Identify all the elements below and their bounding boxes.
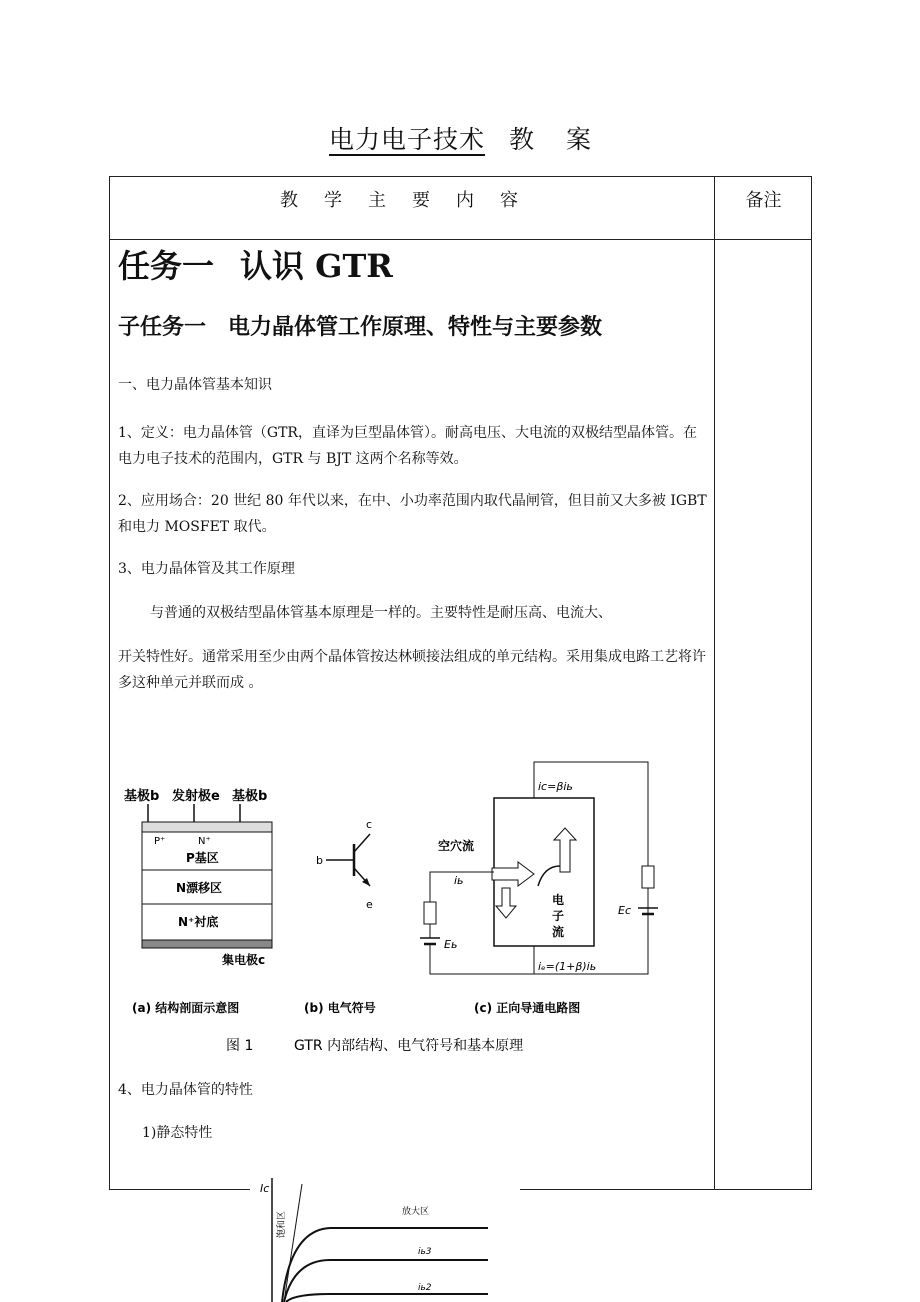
- header-main-content: 教学主要内容: [280, 190, 544, 211]
- electrical-symbol: [316, 818, 373, 911]
- item-characteristics: 4、电力晶体管的特性: [118, 1082, 253, 1098]
- task-heading: [118, 244, 710, 288]
- static-characteristic-graph: [250, 1174, 520, 1302]
- label-p-region: P基区: [186, 851, 219, 865]
- item-definition: 1、定义：电力晶体管（GTR，直译为巨型晶体管）。耐高电压、大电流的双极结型晶体管。在电力电子技术的范围内，GTR 与 BJT 这两个名称等效。: [118, 425, 697, 467]
- label-emitter: 发射极e: [172, 789, 220, 804]
- structure-cross-section: [124, 788, 272, 967]
- course-name: 电力电子技术: [329, 125, 486, 154]
- label-ib2: iь2: [418, 1283, 432, 1293]
- label-n-plus: N⁺: [198, 836, 211, 847]
- page-title: [0, 120, 920, 156]
- label-saturation: 饱和区: [277, 1210, 287, 1238]
- section-heading: 一、电力晶体管基本知识: [118, 377, 272, 393]
- item-static: 1)静态特性: [142, 1125, 213, 1141]
- principle-paragraph-2: 开关特性好。通常采用至少由两个晶体管按达林顿接法组成的单元结构。采用集成电路工艺将许多这种单元并联而成 。: [118, 649, 706, 691]
- lesson-content: [118, 244, 710, 696]
- label-ie: iₑ=(1+β)iь: [538, 960, 597, 973]
- label-electron-3: 流: [552, 925, 565, 939]
- label-hole-flow: 空穴流: [438, 839, 475, 853]
- label-base-left: 基极b: [124, 789, 160, 804]
- header-notes: 备注: [745, 190, 782, 211]
- label-electron-2: 子: [552, 909, 565, 923]
- figure-gtr-structure: [118, 752, 698, 1062]
- curve-ib2: [286, 1294, 488, 1302]
- label-p-plus: P⁺: [154, 836, 166, 847]
- subtask-heading: 子任务一 电力晶体管工作原理、特性与主要参数: [118, 314, 603, 340]
- curve-ib3: [284, 1260, 488, 1302]
- task-number: 任务一: [118, 247, 215, 285]
- label-ib3: iь3: [418, 1247, 432, 1257]
- axis-y-label: Iᴄ: [260, 1182, 270, 1195]
- table-header-divider: [109, 239, 812, 240]
- figure-number: 图 1: [226, 1038, 254, 1054]
- figure-caption: GTR 内部结构、电气符号和基本原理: [294, 1038, 524, 1054]
- subcaption-b: (b) 电气符号: [304, 1001, 376, 1015]
- forward-conduction-circuit: [420, 762, 658, 974]
- item-principle: 3、电力晶体管及其工作原理: [118, 561, 295, 577]
- symbol-e: e: [366, 898, 373, 911]
- task-name: 认识 GTR: [240, 247, 393, 285]
- curve-top: [282, 1228, 488, 1302]
- principle-paragraph-1: 与普通的双极结型晶体管基本原理是一样的。主要特性是耐压高、电流大、: [150, 605, 612, 621]
- label-amplify: 放大区: [402, 1207, 430, 1217]
- label-ic: iᴄ=βiь: [538, 780, 573, 793]
- saturation-boundary: [284, 1184, 302, 1302]
- item-application: 2、应用场合：20 世纪 80 年代以来，在中、小功率范围内取代晶闸管，但目前又大多被 IGBT 和电力 MOSFET 取代。: [118, 493, 707, 535]
- subcaption-c: (c) 正向导通电路图: [474, 1001, 581, 1015]
- doc-kind: 教 案: [509, 125, 603, 154]
- label-base-right: 基极b: [232, 789, 268, 804]
- subcaption-a: (a) 结构剖面示意图: [132, 1001, 240, 1015]
- table-column-divider: [714, 176, 715, 1190]
- label-eb: Eь: [444, 938, 458, 951]
- label-n-drift: N漂移区: [176, 881, 223, 895]
- symbol-c: c: [366, 818, 373, 831]
- label-ec: Eᴄ: [618, 904, 631, 917]
- label-n-substrate: N⁺衬底: [178, 915, 219, 929]
- label-ib: iь: [454, 874, 464, 887]
- symbol-b: b: [316, 854, 323, 867]
- label-collector: 集电极c: [222, 953, 266, 967]
- label-electron-1: 电: [552, 893, 565, 907]
